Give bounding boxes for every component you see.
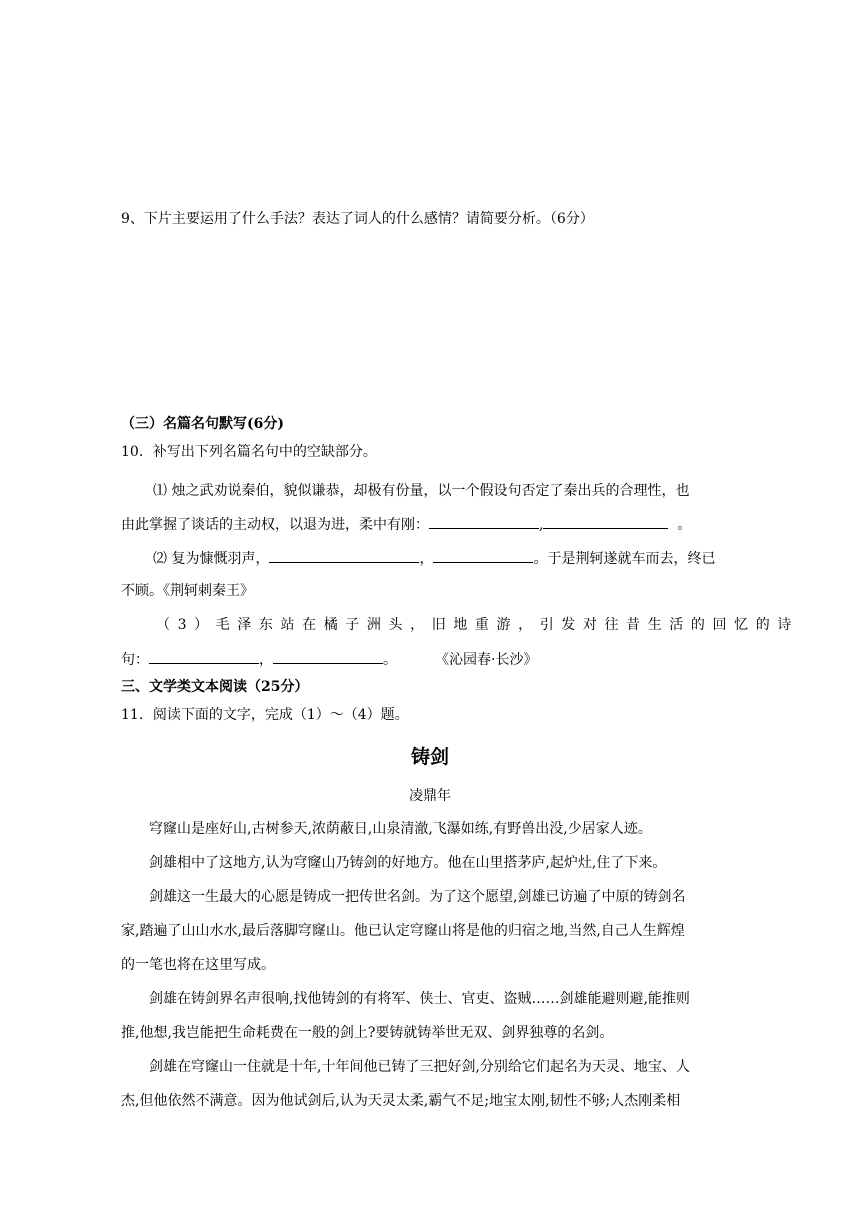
answer-blank[interactable] bbox=[149, 649, 259, 664]
answer-blank[interactable] bbox=[429, 514, 539, 529]
answer-blank[interactable] bbox=[273, 649, 383, 664]
item-3-text: 句： bbox=[121, 652, 149, 668]
separator: ， bbox=[259, 652, 273, 668]
part-3-heading: 三、文学类文本阅读（25分） bbox=[121, 679, 309, 695]
story-author: 凌鼎年 bbox=[409, 788, 451, 804]
item-3-line-1: （3）毛泽东站在橘子洲头，旧地重游，引发对往昔生活的回忆的诗 bbox=[156, 617, 799, 633]
answer-blank[interactable] bbox=[543, 514, 668, 529]
paragraph-3-line-2: 家,踏遍了山山水水,最后落脚穹窿山。他已认定穹窿山将是他的归宿之地,当然,自己人生辉煌 bbox=[121, 923, 685, 939]
item-1-text: 由此掌握了谈话的主动权，以退为进，柔中有刚： bbox=[121, 517, 429, 533]
question-11: 11．阅读下面的文字，完成（1）～（4）题。 bbox=[121, 707, 409, 723]
item-2-text: ⑵ 复为慷慨羽声， bbox=[153, 551, 270, 567]
separator: , bbox=[539, 517, 544, 533]
item-1-line-1: ⑴ 烛之武劝说秦伯，貌似谦恭，却极有份量，以一个假设句否定了秦出兵的合理性，也 bbox=[153, 483, 690, 499]
section-heading-famous-lines: （三）名篇名句默写(6分) bbox=[121, 416, 284, 432]
paragraph-5-line-1: 剑雄在穹窿山一住就是十年,十年间他已铸了三把好剑,分别给它们起名为天灵、地宝、人 bbox=[149, 1059, 690, 1075]
item-2-text-post: 。于是荆轲遂就车而去，终已 bbox=[533, 551, 716, 567]
item-1-line-2 bbox=[121, 514, 691, 535]
item-2-line-2: 不顾。《荆轲刺秦王》 bbox=[121, 583, 254, 599]
paragraph-4-line-2: 推,他想,我岂能把生命耗费在一般的剑上?要铸就铸举世无双、剑界独尊的名剑。 bbox=[121, 1025, 614, 1041]
period: 。 bbox=[677, 517, 692, 533]
separator: ， bbox=[419, 551, 434, 567]
paragraph-5-line-2: 杰,但他依然不满意。因为他试剑后,认为天灵太柔,霸气不足;地宝太刚,韧性不够;人杰刚柔相 bbox=[121, 1093, 681, 1109]
paragraph-2: 剑雄相中了这地方,认为穹窿山乃铸剑的好地方。他在山里搭茅庐,起炉灶,住了下来。 bbox=[149, 855, 667, 871]
paragraph-1: 穹窿山是座好山,古树参天,浓荫蔽日,山泉清澈,飞瀑如练,有野兽出没,少居家人迹。 bbox=[149, 821, 652, 837]
question-9: 9、下片主要运用了什么手法？表达了词人的什么感情？请简要分析。（6分） bbox=[121, 211, 594, 227]
answer-blank[interactable] bbox=[433, 548, 533, 563]
item-2-line-1 bbox=[153, 548, 715, 569]
item-3-line-2 bbox=[121, 649, 537, 670]
paragraph-4-line-1: 剑雄在铸剑界名声很响,找他铸剑的有将军、侠士、官吏、盗贼……剑雄能避则避,能推则 bbox=[149, 991, 690, 1007]
period: 。 bbox=[383, 652, 397, 668]
paragraph-3-line-3: 的一笔也将在这里写成。 bbox=[121, 957, 275, 973]
item-3-source: 《沁园春·长沙》 bbox=[435, 652, 538, 668]
story-title: 铸剑 bbox=[410, 746, 449, 768]
paragraph-3-line-1: 剑雄这一生最大的心愿是铸成一把传世名剑。为了这个愿望,剑雄已访遍了中原的铸剑名 bbox=[149, 889, 686, 905]
answer-blank[interactable] bbox=[269, 548, 419, 563]
question-10: 10．补写出下列名篇名句中的空缺部分。 bbox=[121, 444, 377, 460]
